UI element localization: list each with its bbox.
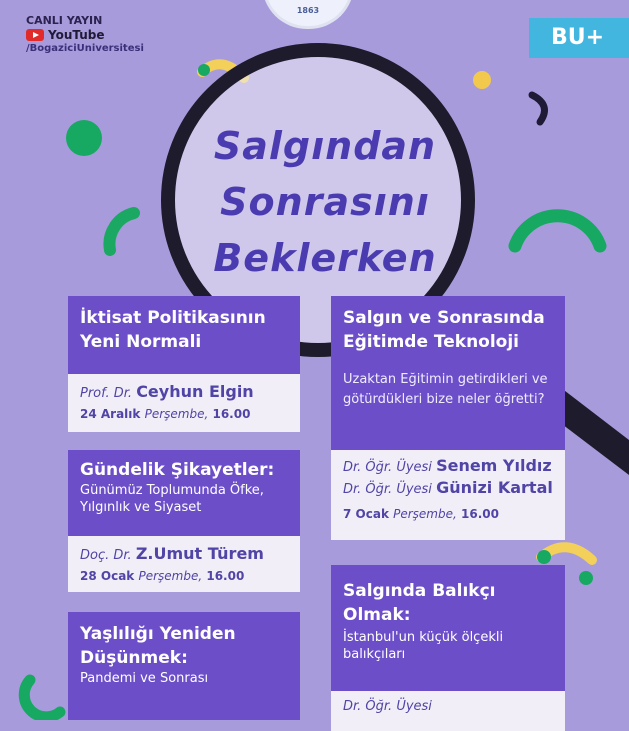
- title-line: Beklerken: [213, 236, 437, 280]
- event-title: Salgında Balıkçı Olmak:: [343, 581, 496, 625]
- event-card[interactable]: [68, 450, 300, 592]
- event-details: [331, 450, 565, 540]
- title-line: Salgından: [213, 124, 437, 168]
- speaker-name: Günizi Kartal: [436, 478, 553, 497]
- event-date: 24 Aralık: [80, 407, 141, 421]
- event-description-box: [331, 366, 565, 450]
- yellow-dot-shape: [473, 71, 491, 89]
- event-time: 16.00: [206, 569, 245, 583]
- event-title: Salgın ve Sonrasında Eğitimde Teknoloji: [331, 296, 565, 366]
- live-stream-info: [26, 14, 144, 56]
- event-title: Gündelik Şikayetler:: [80, 460, 275, 480]
- event-subtitle: Pandemi ve Sonrası: [80, 671, 209, 686]
- event-day: Perşembe,: [393, 507, 457, 521]
- speaker-prefix: Dr. Öğr. Üyesi: [343, 699, 432, 714]
- event-time: 16.00: [212, 407, 251, 421]
- event-header: [68, 612, 300, 720]
- speaker-prefix: Doç. Dr.: [80, 548, 132, 563]
- event-card[interactable]: [331, 296, 565, 540]
- event-card[interactable]: [68, 296, 300, 432]
- speaker-name: Z.Umut Türem: [135, 544, 264, 563]
- event-date: 7 Ocak: [343, 507, 389, 521]
- green-arc-bottom-left: [24, 680, 60, 717]
- live-label: CANLI YAYIN: [26, 14, 103, 27]
- black-arc-shape: [532, 95, 545, 122]
- event-details: [68, 536, 300, 592]
- event-day: Perşembe,: [138, 569, 203, 583]
- event-header: [68, 450, 300, 536]
- green-arc-shape: [109, 213, 134, 250]
- speaker-prefix: Dr. Öğr. Üyesi: [343, 460, 432, 475]
- event-header: [331, 565, 565, 691]
- event-details: [331, 691, 565, 731]
- page-title: [165, 118, 485, 286]
- channel-handle[interactable]: /BogaziciUniversitesi: [26, 43, 144, 54]
- green-end-dot-2: [537, 550, 551, 564]
- green-end-dot: [198, 64, 210, 76]
- green-arc-right: [515, 216, 600, 246]
- event-card[interactable]: [331, 565, 565, 731]
- event-details: [68, 374, 300, 432]
- youtube-label: YouTube: [48, 28, 105, 42]
- event-day: Perşembe,: [144, 407, 209, 421]
- youtube-icon: [26, 29, 44, 41]
- speaker-prefix: Dr. Öğr. Üyesi: [343, 482, 432, 497]
- event-subtitle: Günümüz Toplumunda Öfke, Yılgınlık ve Siyaset: [80, 483, 264, 515]
- event-title: Yaşlılığı Yeniden Düşünmek:: [80, 624, 236, 668]
- bu-plus-badge: BU+: [529, 18, 629, 58]
- event-date: 28 Ocak: [80, 569, 135, 583]
- speaker-prefix: Prof. Dr.: [80, 386, 133, 401]
- speaker-name: Senem Yıldız: [436, 456, 552, 475]
- event-time: 16.00: [461, 507, 499, 521]
- youtube-link[interactable]: [26, 28, 144, 42]
- speaker-name: Ceyhun Elgin: [136, 382, 254, 401]
- logo-year: 1863: [296, 6, 320, 15]
- event-description: Uzaktan Eğitimin getirdikleri ve götürdükleri bize neler öğretti?: [343, 372, 548, 407]
- event-card[interactable]: [68, 612, 300, 720]
- event-title: İktisat Politikasının Yeni Normali: [68, 296, 300, 374]
- green-dot-shape: [66, 120, 102, 156]
- title-line: Sonrasını: [220, 180, 430, 224]
- green-end-dot-3: [579, 571, 593, 585]
- event-subtitle: İstanbul'un küçük ölçekli balıkçıları: [343, 630, 504, 662]
